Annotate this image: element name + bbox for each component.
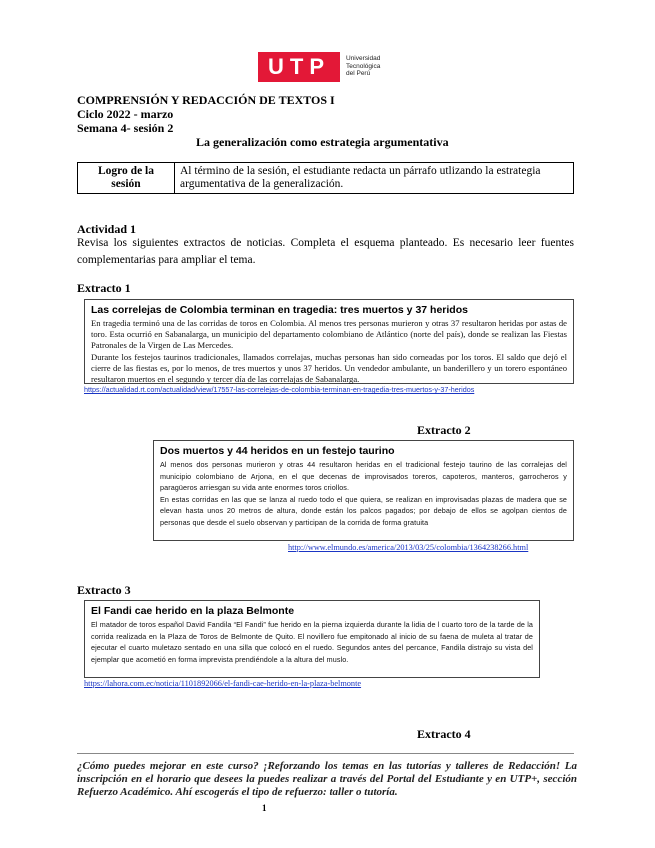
extract-3-paragraph-1: El matador de toros español David Fandila “El Fandi” fue herido en la pierna izquierda durante la lidia de l cuarto toro de la tarde de la corrida realizada en la Plaza de Toros de Belmonte de Quito. El novillero fue empitonado al inicio de su faena de muleta al tratar de ejecutar el cuarto muletazo sentado en una silla que colocó en el ruedo. Segundos antes del percance, Fandila distrajo su vista del ejemplar que acometió en forma imprevista prendiéndole a la altura del muslo.	[91, 620, 533, 664]
extract-2-paragraph-2: En estas corridas en las que se lanza al ruedo todo el que quiera, se realizan en improvisadas plazas de madera que se elevan hasta unos 20 metros de altura, donde están los palcos pagados; por debajo de ellos se agolpan cientos de personas que desde el suelo observan y participan de la corrida de forma gratuita	[160, 494, 567, 527]
footer-divider	[77, 753, 574, 754]
extract-4-label: Extracto 4	[417, 727, 471, 741]
extract-2-label: Extracto 2	[417, 423, 471, 437]
extract-3-label: Extracto 3	[77, 583, 131, 597]
extract-1-headline: Las correlejas de Colombia terminan en tragedia: tres muertos y 37 heridos	[91, 304, 468, 316]
activity-heading: Actividad 1	[77, 222, 137, 236]
footer-note: ¿Cómo puedes mejorar en este curso? ¡Reforzando los temas en las tutorías y talleres de Redacción! La inscripción en el horario que desees la puedes realizar a través del Portal del Estudiante y en UTP+, sección Refuerzo Académico. Ahí escogerás el tipo de refuerzo: taller o tutoría.	[77, 760, 577, 799]
extract-1-box	[84, 299, 574, 384]
extract-1-source-link[interactable]: https://actualidad.rt.com/actualidad/view/17557-las-correlejas-de-colombia-terminan-en-tragedia-tres-muertos-y-37-heridos	[84, 385, 475, 394]
logo-subtitle: Universidad Tecnológica del Perú	[346, 55, 381, 77]
page-number: 1	[262, 803, 267, 813]
extract-3-headline: El Fandi cae herido en la plaza Belmonte	[91, 605, 295, 617]
logro-table	[77, 162, 574, 194]
extract-1-label: Extracto 1	[77, 281, 131, 295]
extract-1-paragraph-1: En tragedia terminó una de las corridas de toros en Colombia. Al menos tres personas murieron y otras 37 resultaron heridas por astas de toro. Esta ocurrió en Sabanalarga, un municipio del departamento colombiano de Atlántico (norte del país), donde se realizan las Fiestas Patronales de la Virgen de Las Mercedes.	[91, 318, 567, 351]
cycle: Ciclo 2022 - marzo	[77, 107, 174, 121]
utp-logo	[258, 52, 438, 82]
extract-2-headline: Dos muertos y 44 heridos en un festejo taurino	[160, 445, 395, 457]
logro-text: Al término de la sesión, el estudiante redacta un párrafo utlizando la estrategia argumentativa de la generalización.	[175, 163, 574, 194]
activity-instructions: Revisa los siguientes extractos de noticias. Completa el esquema planteado. Es necesario leer fuentes complementarias para ampliar el tema.	[77, 237, 574, 266]
extract-1-paragraph-2: Durante los festejos taurinos tradicionales, llamados correlajas, muchas personas han sido corneadas por los toros. El saldo que dejó el cierre de las fiestas es, por lo menos, de tres muertos y unos 37 heridos. Un vendedor ambulante, un banderillero y un torero espontáneo resultaron muertos en el segundo y tercer día de las correlajas de Sabanalarga.	[91, 351, 567, 385]
extract-3-box	[84, 600, 540, 678]
logo-mark: UTP	[258, 52, 340, 82]
extract-2-source-link[interactable]: http://www.elmundo.es/america/2013/03/25/colombia/1364238266.html	[288, 543, 529, 552]
page-title: La generalización como estrategia argumentativa	[196, 135, 449, 149]
extract-2-paragraph-1: Al menos dos personas murieron y otras 44 resultaron heridas en el tradicional festejo taurino de las corralejas del municipio colombiano de Arjona, en el que decenas de improvisados toreros, capoteros, manteros, garrocheros y paragüeros arriesgan su vida ante enormes toros criollos.	[160, 460, 567, 492]
extract-2-box	[153, 440, 574, 541]
extract-3-source-link[interactable]: https://lahora.com.ec/noticia/1101892066/el-fandi-cae-herido-en-la-plaza-belmonte	[84, 679, 362, 688]
week-session: Semana 4- sesión 2	[77, 121, 174, 135]
course-name: COMPRENSIÓN Y REDACCIÓN DE TEXTOS I	[77, 93, 335, 107]
logro-label: Logro de la sesión	[78, 163, 175, 194]
